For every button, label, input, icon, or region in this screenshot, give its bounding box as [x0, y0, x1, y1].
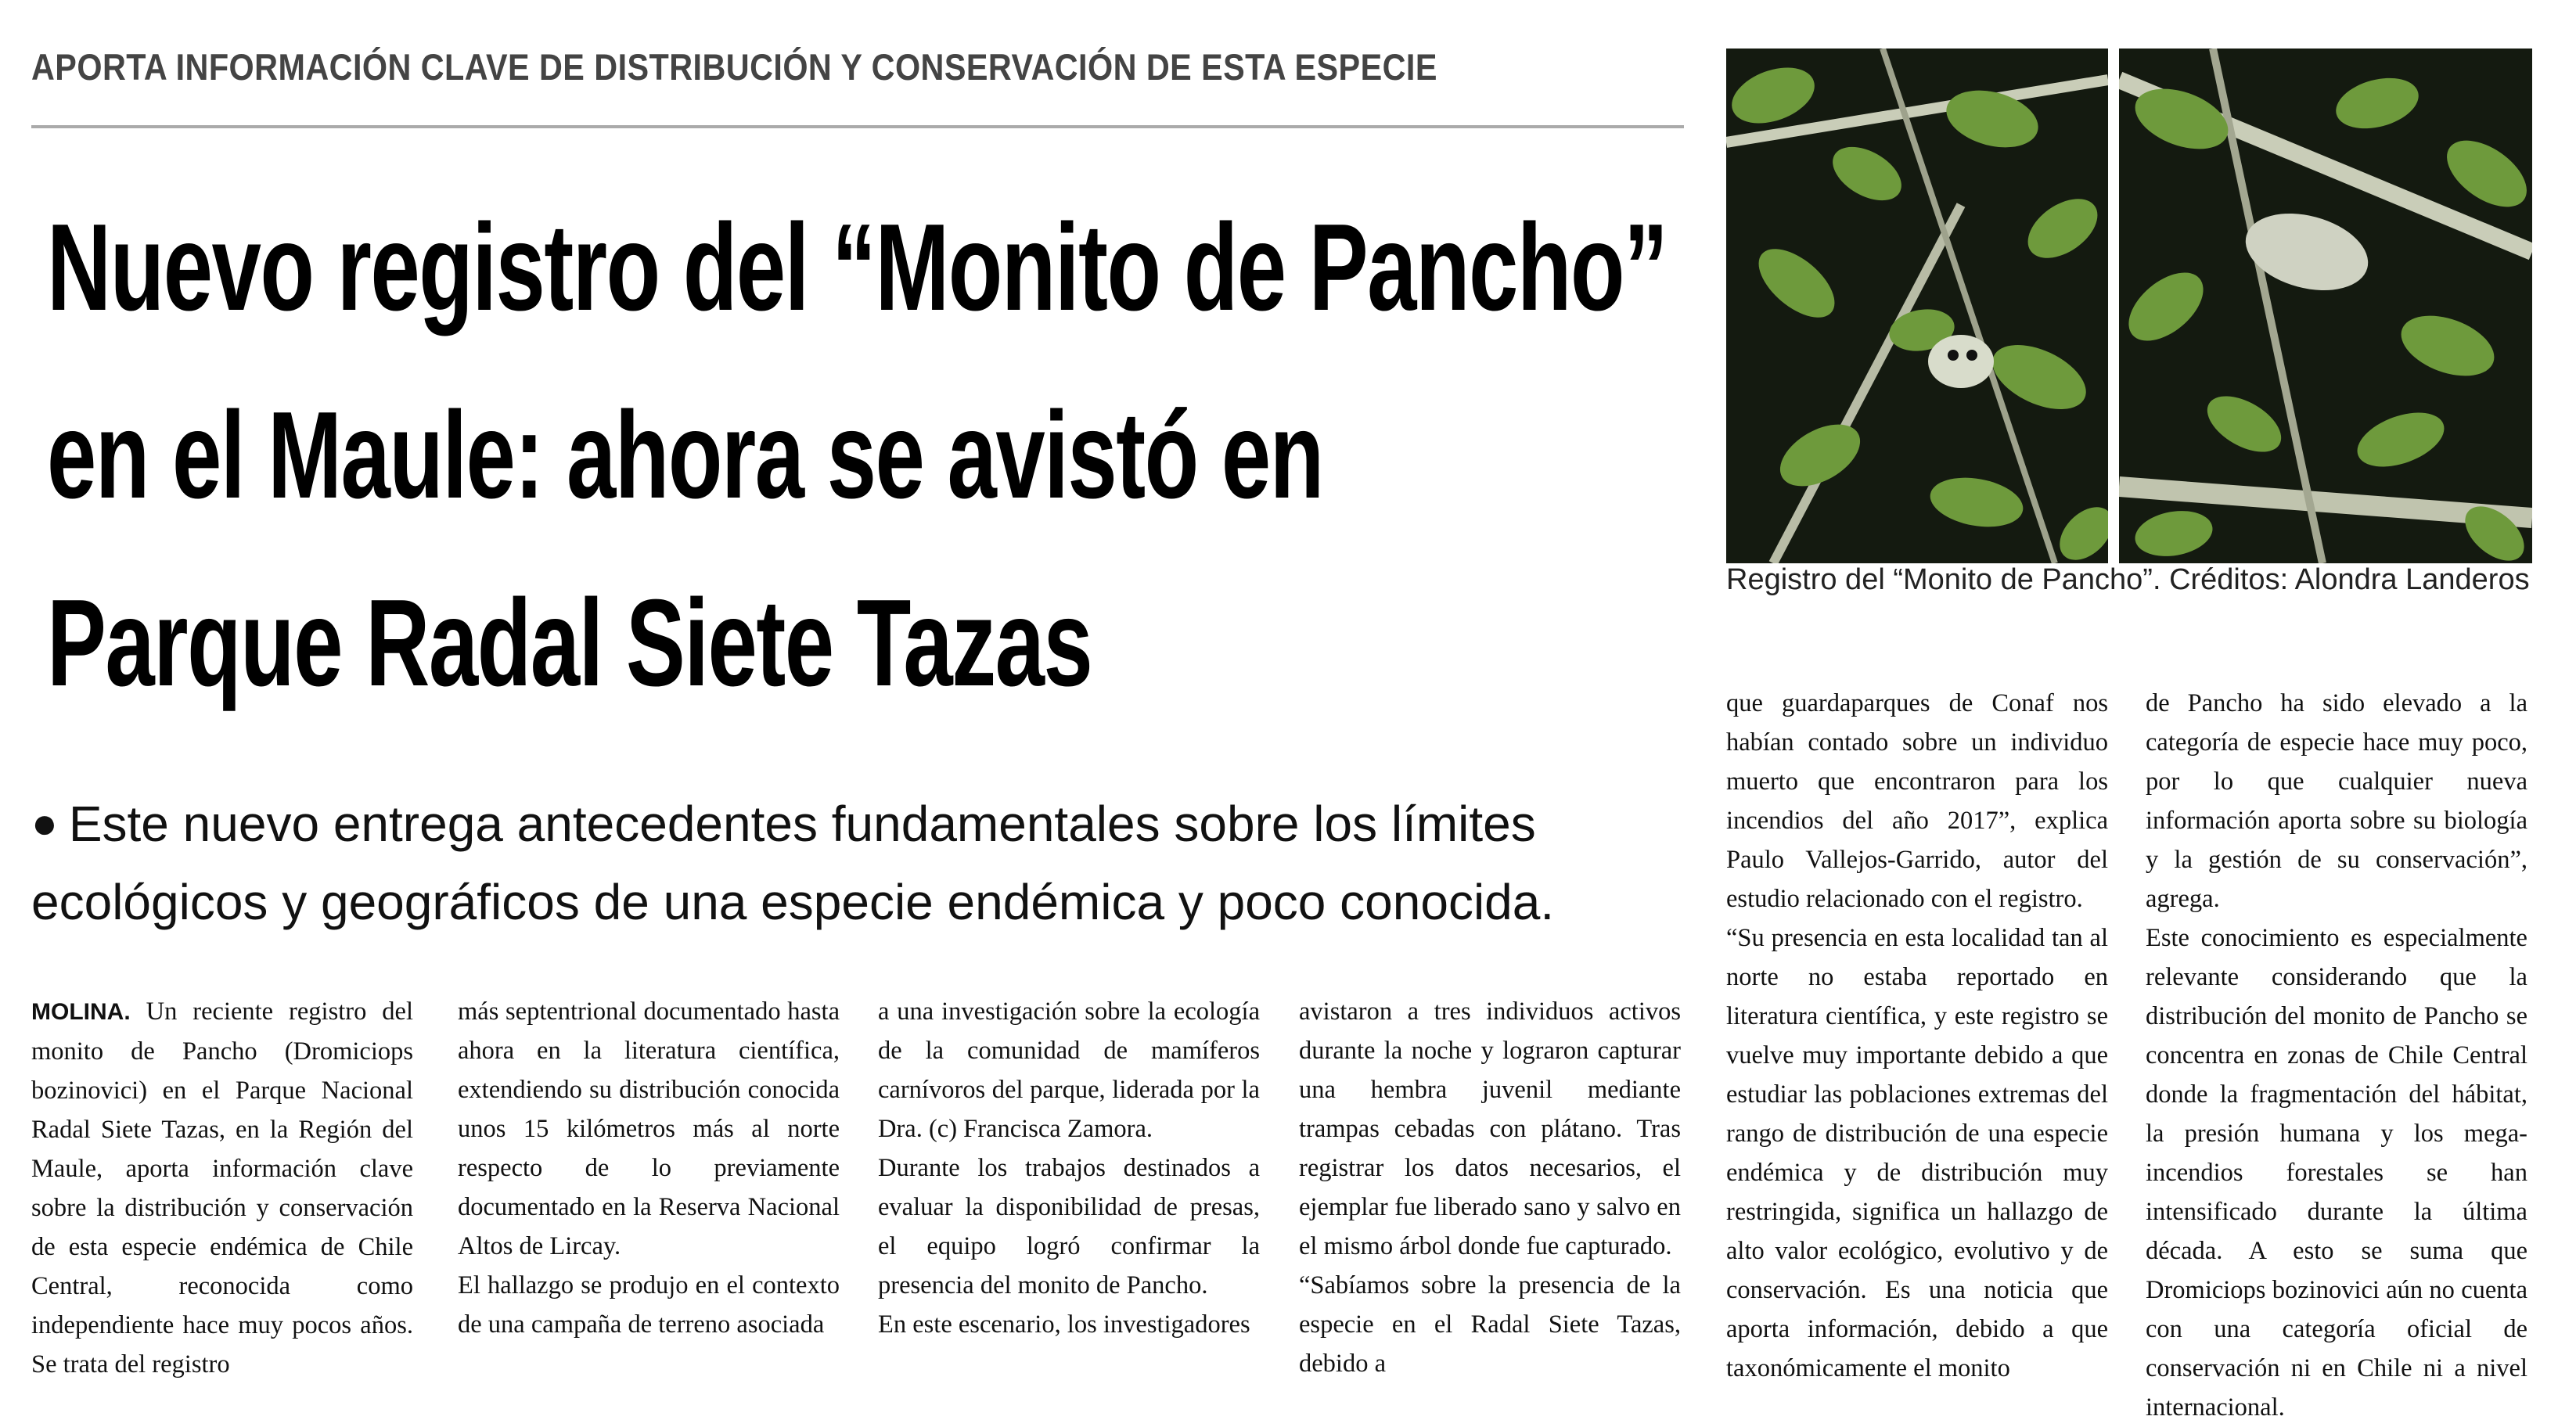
body-paragraph: En este escenario, los investigadores	[878, 1310, 1250, 1339]
body-paragraph: “Su presencia en esta localidad tan al norte no estaba reportado en literatura científica, y este registro se vuelve muy importante debido a que estudiar las poblaciones extremas del rango de distribución de una especie endémica y de distribución muy restringida, significa un hallazgo de alto valor ecológico, evolutivo y de conservación. Es una noticia que aporta información, debido a que taxonómicamente el monito	[1726, 924, 2108, 1382]
kicker-divider	[31, 125, 1684, 128]
monito-photo-left	[1726, 49, 2108, 563]
lead-text: Este nuevo entrega antecedentes fundamentales sobre los límites ecológicos y geográficos de una especie endémica y poco conocida.	[31, 796, 1555, 930]
bullet-icon: ●	[31, 798, 58, 847]
body-paragraph: avistaron a tres individuos activos durante la noche y lograron capturar una hembra juvenil mediante trampas cebadas con plátano. Tras registrar los datos necesarios, el ejemplar fue liberado sano y salvo en el mismo árbol donde fue capturado.	[1299, 997, 1681, 1260]
headline-line-3: Parque Radal Siete Tazas	[47, 574, 1092, 712]
body-column-4	[1299, 992, 1681, 1383]
headline-line-2: en el Maule: ahora se avistó en	[47, 386, 1323, 524]
body-column-2	[458, 992, 840, 1344]
body-paragraph: que guardaparques de Conaf nos habían contado sobre un individuo muerto que encontraron para los incendios del año 2017”, explica Paulo Vallejos-Garrido, autor del estudio relacionado con el registro.	[1726, 689, 2108, 913]
body-column-5	[1726, 684, 2108, 1388]
dateline: MOLINA.	[31, 999, 131, 1025]
body-paragraph: El hallazgo se produjo en el contexto de una campaña de terreno asociada	[458, 1271, 840, 1339]
body-column-3	[878, 992, 1260, 1344]
body-paragraph: Este conocimiento es especialmente relevante considerando que la distribución del monito de Pancho se concentra en zonas de Chile Central donde la fragmentación del hábitat, la presión humana y los mega-incendios forestales se han intensificado durante la última década. A esto se suma que Dromiciops bozinovici aún no cuenta con una categoría oficial de conservación ni en Chile ni a nivel internacional.	[2146, 924, 2527, 1422]
article-lead	[31, 784, 1659, 941]
article-kicker: APORTA INFORMACIÓN CLAVE DE DISTRIBUCIÓN Y CONSERVACIÓN DE ESTA ESPECIE	[31, 46, 1437, 88]
body-column-6	[2146, 684, 2527, 1427]
body-column-1	[31, 992, 413, 1384]
photo-caption: Registro del “Monito de Pancho”. Créditos: Alondra Landeros	[1726, 563, 2530, 596]
body-paragraph: a una investigación sobre la ecología de la comunidad de mamíferos carnívoros del parque, liderada por la Dra. (c) Francisca Zamora.	[878, 997, 1260, 1143]
monito-photo-right	[2119, 49, 2532, 563]
article-headline	[47, 174, 1667, 737]
headline-line-1: Nuevo registro del “Monito de Pancho”	[47, 199, 1668, 336]
body-text: Un reciente registro del monito de Pancho (Dromiciops bozinovici) en el Parque Nacional Radal Siete Tazas, en la Región del Maule, aporta información clave sobre la distribución y conservación de esta especie endémica de Chile Central, reconocida como independiente hace muy pocos años. Se trata del registro	[31, 997, 413, 1378]
body-paragraph: de Pancho ha sido elevado a la categoría de especie hace muy poco, por lo que cualquier nueva información aporta sobre su biología y la gestión de su conservación”, agrega.	[2146, 689, 2527, 913]
body-paragraph: más septentrional documentado hasta ahora en la literatura científica, extendiendo su distribución conocida unos 15 kilómetros más al norte respecto de lo previamente documentado en la Reserva Nacional Altos de Lircay.	[458, 997, 840, 1260]
body-paragraph: Durante los trabajos destinados a evaluar la disponibilidad de presas, el equipo logró confirmar la presencia del monito de Pancho.	[878, 1154, 1260, 1299]
body-paragraph: “Sabíamos sobre la presencia de la especie en el Radal Siete Tazas, debido a	[1299, 1271, 1681, 1378]
